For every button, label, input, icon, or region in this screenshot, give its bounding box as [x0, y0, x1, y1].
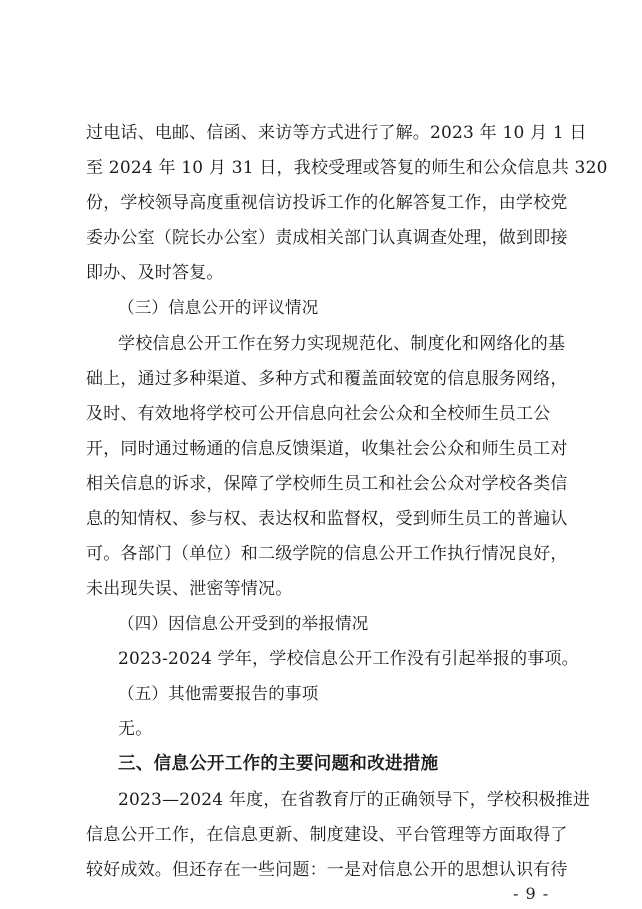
paragraph-5-line-3: 较好成效。但还存在一些问题：一是对信息公开的思想认识有待 — [86, 860, 568, 880]
page-number: - 9 - — [513, 884, 550, 903]
section-3-heading: （三）信息公开的评议情况 — [118, 298, 319, 317]
section-4-heading: （四）因信息公开受到的举报情况 — [118, 614, 369, 633]
chapter-3-heading: 三、信息公开工作的主要问题和改进措施 — [118, 754, 439, 774]
paragraph-5-line-2: 信息公开工作，在信息更新、制度建设、平台管理等方面取得了 — [86, 825, 568, 845]
paragraph-3: 2023-2024 学年，学校信息公开工作没有引起举报的事项。 — [118, 649, 579, 669]
paragraph-2-line-8: 未出现失误、泄密等情况。 — [86, 579, 293, 599]
paragraph-4: 无。 — [118, 719, 153, 739]
paragraph-2-line-3: 及时、有效地将学校可公开信息向社会公众和全校师生员工公 — [86, 404, 551, 424]
paragraph-5-line-1: 2023—2024 年度，在省教育厅的正确领导下，学校积极推进 — [118, 790, 591, 810]
paragraph-2-line-1: 学校信息公开工作在努力实现规范化、制度化和网络化的基 — [118, 334, 566, 354]
paragraph-2-line-2: 础上，通过多种渠道、多种方式和覆盖面较宽的信息服务网络， — [86, 369, 568, 389]
paragraph-1-line-3: 份，学校领导高度重视信访投诉工作的化解答复工作，由学校党 — [86, 193, 568, 213]
paragraph-2-line-6: 息的知情权、参与权、表达权和监督权，受到师生员工的普遍认 — [86, 509, 568, 529]
paragraph-1-line-5: 即办、及时答复。 — [86, 263, 224, 283]
paragraph-1-line-2: 至 2024 年 10 月 31 日，我校受理或答复的师生和公众信息共 320 — [86, 158, 608, 178]
section-5-heading: （五）其他需要报告的事项 — [118, 684, 319, 703]
paragraph-2-line-4: 开，同时通过畅通的信息反馈渠道，收集社会公众和师生员工对 — [86, 439, 568, 459]
paragraph-2-line-5: 相关信息的诉求，保障了学校师生员工和社会公众对学校各类信 — [86, 474, 568, 494]
paragraph-1-line-4: 委办公室（院长办公室）责成相关部门认真调查处理，做到即接 — [86, 228, 568, 248]
paragraph-2-line-7: 可。各部门（单位）和二级学院的信息公开工作执行情况良好， — [86, 544, 568, 564]
paragraph-1-line-1: 过电话、电邮、信函、来访等方式进行了解。2023 年 10 月 1 日 — [86, 123, 587, 143]
